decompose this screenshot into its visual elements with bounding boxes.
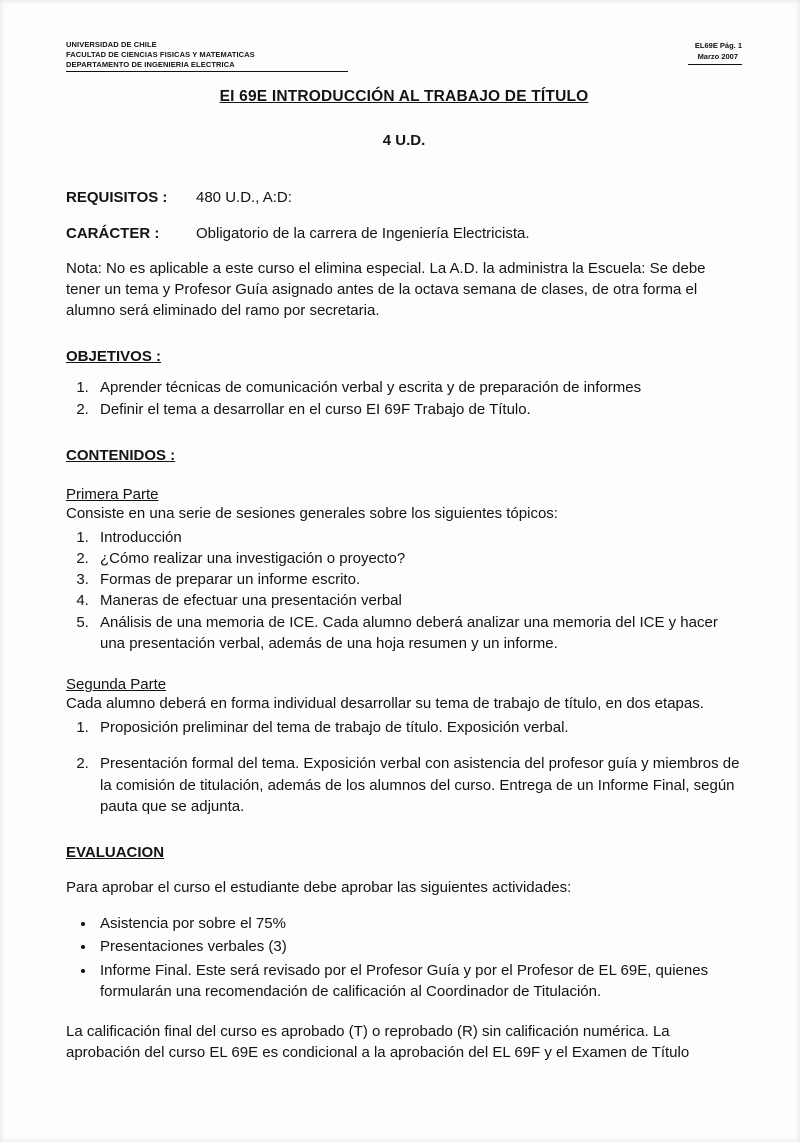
requisitos-label: REQUISITOS : xyxy=(66,189,168,207)
evaluacion-bullet-3: • Informe Final. Este será revisado por el Profesor Guía y por el Profesor de EL 69E, quienes formularán una recomendación de calificación al Coordinador de Titulación. xyxy=(96,960,742,1003)
segunda-parte-section xyxy=(66,676,742,817)
segunda-item-1: 1. Proposición preliminar del tema de trabajo de título. Exposición verbal. xyxy=(93,717,742,738)
segunda-item-2: 2. Presentación formal del tema. Exposición verbal con asistencia del profesor guía y miembros de la comisión de titulación, además de los alumnos del curso. Entrega de un Informe Final, según pauta que se adjunta. xyxy=(93,753,742,817)
objetivos-heading: OBJETIVOS : xyxy=(66,348,162,366)
letterhead-university: UNIVERSIDAD DE CHILE xyxy=(66,40,157,49)
objetivos-item-2: 2. Definir el tema a desarrollar en el curso EI 69F Trabajo de Título. xyxy=(93,399,742,420)
course-credits: 4 U.D. xyxy=(382,132,426,150)
primera-item-2: 2. ¿Cómo realizar una investigación o proyecto? xyxy=(93,548,742,569)
page-info xyxy=(688,40,742,65)
course-title: EI 69E INTRODUCCIÓN AL TRABAJO DE TÍTULO xyxy=(219,88,589,106)
segunda-parte-list xyxy=(66,717,742,817)
objetivos-item-1: 1. Aprender técnicas de comunicación verbal y escrita y de preparación de informes xyxy=(93,377,742,398)
objetivos-list xyxy=(66,377,742,420)
nota-paragraph: Nota: No es aplicable a este curso el elimina especial. La A.D. la administra la Escuela: Se debe tener un tema y Profesor Guía asignado antes de la octava semana de clases, de otra forma el alumno será eliminado del ramo por secretaria. xyxy=(66,260,706,319)
document-header xyxy=(66,40,742,72)
primera-parte-section xyxy=(66,486,742,654)
primera-item-4: 4. Maneras de efectuar una presentación verbal xyxy=(93,590,742,611)
evaluacion-bullet-2: • Presentaciones verbales (3) xyxy=(96,936,742,957)
evaluacion-bullet-1: • Asistencia por sobre el 75% xyxy=(96,913,742,934)
primera-item-3: 3. Formas de preparar un informe escrito. xyxy=(93,569,742,590)
closing-paragraph: La calificación final del curso es aprobado (T) o reprobado (R) sin calificación numérica. La aprobación del curso EL 69E es condicional a la aprobación del EL 69F y el Examen de Título xyxy=(66,1023,690,1061)
document-date: Marzo 2007 xyxy=(688,51,742,64)
letterhead-department: DEPARTAMENTO DE INGENIERIA ELECTRICA xyxy=(66,59,235,69)
evaluacion-heading: EVALUACION xyxy=(66,844,165,862)
caracter-row xyxy=(66,225,742,242)
primera-item-1: 1. Introducción xyxy=(93,527,742,548)
requisitos-value: 480 U.D., A:D: xyxy=(196,189,292,207)
segunda-parte-intro: Cada alumno deberá en forma individual desarrollar su tema de trabajo de título, en dos etapas. xyxy=(66,695,704,713)
requisitos-row xyxy=(66,189,742,206)
evaluacion-intro: Para aprobar el curso el estudiante debe aprobar las siguientes actividades: xyxy=(66,879,572,897)
primera-parte-heading: Primera Parte xyxy=(66,485,159,503)
page-number: EL69E Pág. 1 xyxy=(694,41,742,50)
letterhead xyxy=(66,40,348,72)
primera-parte-list xyxy=(66,527,742,655)
caracter-value: Obligatorio de la carrera de Ingeniería Electricista. xyxy=(196,225,530,243)
segunda-parte-heading: Segunda Parte xyxy=(66,676,167,694)
primera-item-5: 5. Análisis de una memoria de ICE. Cada alumno deberá analizar una memoria del ICE y hacer una presentación verbal, además de una hoja resumen y un informe. xyxy=(93,612,742,655)
caracter-label: CARÁCTER : xyxy=(66,225,160,243)
letterhead-faculty: FACULTAD DE CIENCIAS FISICAS Y MATEMATICAS xyxy=(66,49,255,59)
contenidos-heading: CONTENIDOS : xyxy=(66,446,176,464)
primera-parte-intro: Consiste en una serie de sesiones generales sobre los siguientes tópicos: xyxy=(66,504,558,522)
evaluacion-bullet-list xyxy=(66,913,742,1002)
